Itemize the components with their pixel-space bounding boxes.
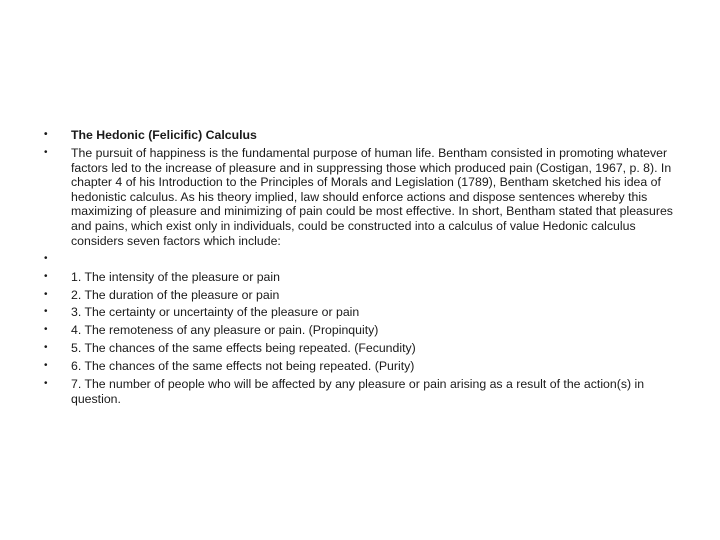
factor-text: 2. The duration of the pleasure or pain: [71, 287, 280, 302]
list-item-paragraph: [44, 146, 684, 248]
bullet-icon: •: [44, 306, 48, 318]
factor-text: 4. The remoteness of any pleasure or pain. (Propinquity): [71, 323, 379, 338]
factor-text: 3. The certainty or uncertainty of the pleasure or pain: [71, 305, 360, 320]
list-item-empty: [44, 252, 684, 267]
body-paragraph: The pursuit of happiness is the fundamental purpose of human life. Bentham consisted in promoting whatever factors led to the increase of pleasure and in suppressing those which produced pain (Costigan, 1967, p. 8). In chapter 4 of his Introduction to the Principles of Morals and Legislation (1789), Bentham sketched his idea of hedonistic calculus. As his theory implied, law should enforce actions and dispose sentences whereby this maximizing of pleasure and minimizing of pain could be most effective. In short, Bentham stated that pleasures and pains, which exist only in individuals, could be constructed into a calculus of value Hedonic calculus considers seven factors which include:: [71, 145, 673, 248]
bullet-icon: •: [44, 270, 48, 282]
bullet-icon: •: [44, 129, 48, 140]
bullet-icon: •: [44, 324, 48, 336]
list-item-factor: [44, 323, 684, 338]
bullet-icon: •: [44, 288, 48, 300]
factor-text: 7. The number of people who will be affected by any pleasure or pain arising as a result of the action(s) in question.: [71, 377, 645, 407]
factor-text: 5. The chances of the same effects being repeated. (Fecundity): [71, 341, 416, 356]
bullet-icon: •: [44, 378, 48, 390]
list-item-factor: [44, 305, 684, 320]
bullet-icon: •: [44, 360, 48, 372]
list-item-factor: [44, 359, 684, 374]
bullet-list: [44, 128, 684, 410]
list-item-factor: [44, 288, 684, 303]
list-item-heading: [44, 128, 684, 143]
bullet-icon: •: [44, 146, 48, 158]
factor-text: 6. The chances of the same effects not being repeated. (Purity): [71, 359, 415, 374]
list-item-factor: [44, 270, 684, 285]
list-item-factor: [44, 341, 684, 356]
slide-heading: The Hedonic (Felicific) Calculus: [71, 128, 257, 142]
bullet-icon: •: [44, 342, 48, 354]
list-item-factor: [44, 377, 684, 406]
bullet-icon: •: [44, 252, 48, 264]
factor-text: 1. The intensity of the pleasure or pain: [71, 269, 280, 284]
